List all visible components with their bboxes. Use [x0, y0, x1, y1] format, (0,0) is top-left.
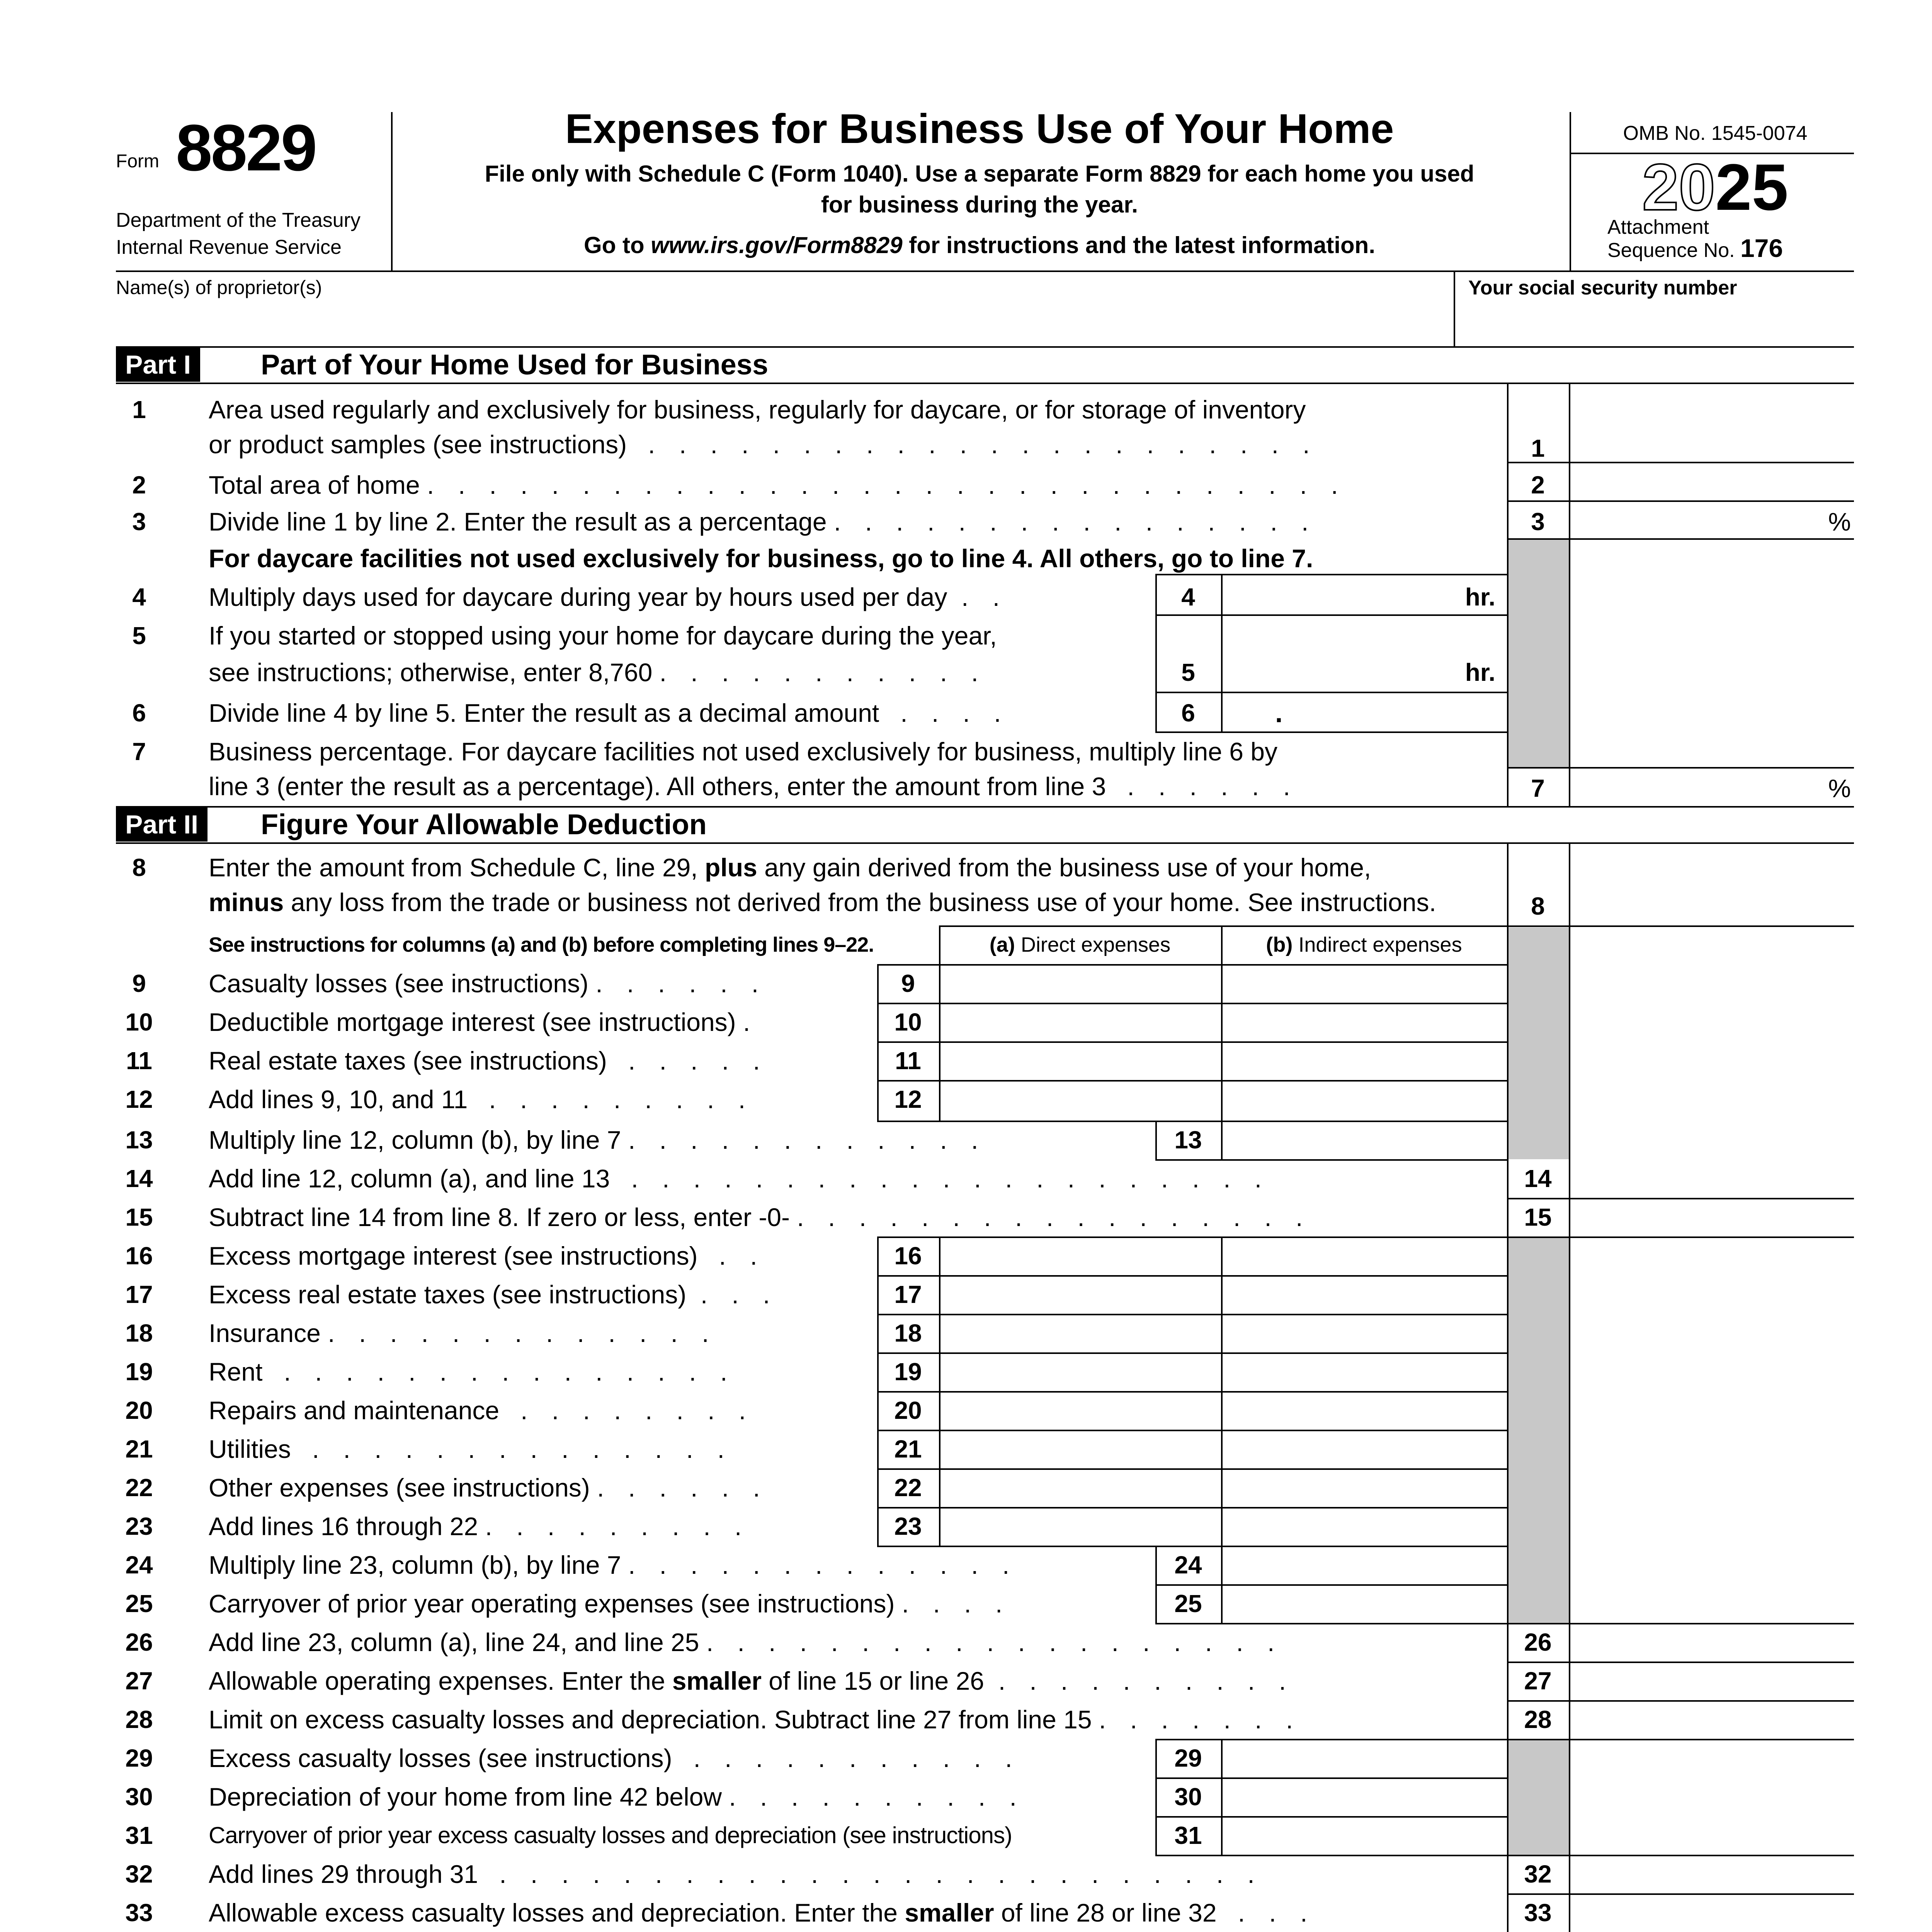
- irs-label: Internal Revenue Service: [116, 236, 342, 259]
- line-30-text: Depreciation of your home from line 42 below . . . . . . . . . .: [209, 1782, 1025, 1811]
- line-10a-field[interactable]: [943, 1005, 1217, 1039]
- line-9-text: Casualty losses (see instructions) . . . . . .: [209, 969, 767, 998]
- line-17a-field[interactable]: [943, 1277, 1217, 1312]
- line-31-text: Carryover of prior year excess casualty losses and depreciation (see instructions): [209, 1822, 1012, 1848]
- line-4-label: Multiply days used for daycare during year by hours used per day: [209, 583, 947, 611]
- goto-text: Go to: [583, 232, 651, 258]
- line-6-text: Divide line 4 by line 5. Enter the result as a decimal amount . . . .: [209, 699, 1010, 727]
- line-2-label: Total area of home: [209, 471, 420, 499]
- line-22b-field[interactable]: [1225, 1470, 1503, 1505]
- line-26-amount-field[interactable]: [1573, 1625, 1851, 1660]
- box-number: 19: [894, 1358, 922, 1386]
- line-9a-field[interactable]: [943, 966, 1217, 1001]
- line-32-text: Add lines 29 through 31 . . . . . . . . . . . . . . . . . . . . . . . . .: [209, 1860, 1263, 1888]
- proprietor-name-field[interactable]: [120, 301, 1449, 344]
- form-number: 8829: [176, 111, 316, 185]
- line-7-text-cont: line 3 (enter the result as a percentage). All others, enter the amount from line 3 . . . . . .: [209, 772, 1299, 801]
- box-number: 3: [1531, 508, 1545, 536]
- line-15-text: Subtract line 14 from line 8. If zero or less, enter -0- . . . . . . . . . . . . . . . . .: [209, 1203, 1311, 1231]
- line-1-amount-field[interactable]: [1573, 386, 1851, 460]
- line-33-smaller: smaller: [905, 1898, 994, 1927]
- box-number: 20: [894, 1396, 922, 1424]
- box-number: 13: [1174, 1126, 1202, 1154]
- form-word: Form: [116, 151, 159, 172]
- line-8-part-c: any loss from the trade or business not derived from the business use of your home. See instructions.: [284, 888, 1436, 917]
- line-29-label: Excess casualty losses (see instructions): [209, 1744, 672, 1772]
- line-15-amount-field[interactable]: [1573, 1200, 1851, 1235]
- line-27-smaller: smaller: [672, 1667, 762, 1695]
- line-number: 27: [125, 1667, 153, 1695]
- line-8-text: [209, 848, 1371, 887]
- column-b-text: Indirect expenses: [1293, 933, 1462, 956]
- line-17b-field[interactable]: [1225, 1277, 1503, 1312]
- line-8-plus: plus: [705, 853, 757, 882]
- box-number: 22: [894, 1474, 922, 1502]
- shaded-area: [1507, 539, 1569, 767]
- line-18-text: Insurance . . . . . . . . . . . . .: [209, 1319, 718, 1347]
- line-33-part-b: of line 28 or line 32: [994, 1898, 1217, 1927]
- line-2-text: Total area of home . . . . . . . . . . . . . . . . . . . . . . . . . . . . . .: [209, 471, 1347, 499]
- line-11-text: Real estate taxes (see instructions) . . . . .: [209, 1046, 769, 1075]
- box-number: 11: [895, 1047, 921, 1075]
- department-label: Department of the Treasury: [116, 209, 361, 231]
- column-a-text: Direct expenses: [1015, 933, 1171, 956]
- hours-unit: hr.: [1465, 658, 1495, 686]
- line-23b-field[interactable]: [1225, 1509, 1503, 1544]
- line-15-label: Subtract line 14 from line 8. If zero or less, enter -0-: [209, 1203, 790, 1231]
- line-20-text: Repairs and maintenance . . . . . . . .: [209, 1396, 755, 1425]
- line-9b-field[interactable]: [1225, 966, 1503, 1001]
- line-number: 20: [125, 1396, 153, 1424]
- part-1-header: [116, 348, 1854, 382]
- line-number: 4: [132, 583, 146, 611]
- line-28-amount-field[interactable]: [1573, 1702, 1851, 1737]
- line-24-field[interactable]: [1225, 1548, 1503, 1582]
- line-19-text: Rent . . . . . . . . . . . . . . .: [209, 1357, 736, 1386]
- column-a-header: [943, 927, 1217, 962]
- line-number: 11: [126, 1047, 152, 1075]
- decimal-point: .: [1275, 698, 1283, 728]
- line-11a-field[interactable]: [943, 1043, 1217, 1078]
- box-number: 10: [894, 1008, 922, 1036]
- line-1-text: Area used regularly and exclusively for business, regularly for daycare, or for storage of inventory: [209, 395, 1306, 424]
- line-18-label: Insurance: [209, 1319, 321, 1347]
- line-number: 31: [125, 1821, 153, 1849]
- box-number: 29: [1174, 1744, 1202, 1772]
- line-number: 18: [125, 1319, 153, 1347]
- instructions-link-line: [398, 232, 1561, 259]
- line-2-amount-field[interactable]: [1573, 466, 1851, 498]
- box-number: 9: [901, 969, 915, 997]
- sequence-number: 176: [1740, 234, 1783, 262]
- box-number: 1: [1531, 434, 1545, 462]
- line-19-label: Rent: [209, 1357, 263, 1386]
- line-22a-field[interactable]: [943, 1470, 1217, 1505]
- line-5-text: If you started or stopped using your home for daycare during the year,: [209, 621, 997, 650]
- box-number: 21: [894, 1435, 922, 1463]
- line-7-text: Business percentage. For daycare facilities not used exclusively for business, multiply line 6 by: [209, 737, 1278, 766]
- line-22-label: Other expenses (see instructions): [209, 1473, 590, 1502]
- line-number: 28: [125, 1706, 153, 1733]
- line-11-label: Real estate taxes (see instructions): [209, 1046, 607, 1075]
- line-8-amount-field[interactable]: [1573, 846, 1851, 922]
- line-7-percentage-field[interactable]: [1573, 769, 1824, 804]
- line-8-part-a: Enter the amount from Schedule C, line 29,: [209, 853, 705, 882]
- column-a-letter: (a): [989, 933, 1015, 956]
- line-number: 29: [125, 1744, 153, 1772]
- box-number: 8: [1531, 892, 1545, 920]
- line-23-label: Add lines 16 through 22: [209, 1512, 478, 1541]
- form-title: Expenses for Business Use of Your Home: [565, 105, 1394, 152]
- line-6-decimal-field[interactable]: [1225, 696, 1503, 730]
- line-28-label: Limit on excess casualty losses and depreciation. Subtract line 27 from line 15: [209, 1705, 1092, 1734]
- line-25-field[interactable]: [1225, 1586, 1503, 1621]
- line-number: 23: [125, 1512, 153, 1540]
- shaded-area: [1507, 927, 1569, 1159]
- shaded-area: [1507, 1236, 1569, 1623]
- box-number: 17: [894, 1281, 922, 1308]
- line-10-label: Deductible mortgage interest (see instructions): [209, 1008, 736, 1036]
- line-8-part-b: any gain derived from the business use of your home,: [757, 853, 1371, 882]
- line-25-text: Carryover of prior year operating expenses (see instructions) . . . .: [209, 1589, 1011, 1618]
- shaded-area: [1507, 1739, 1569, 1855]
- line-number: 7: [132, 738, 146, 765]
- box-number: 33: [1524, 1899, 1552, 1927]
- part-2-label: Part II: [116, 808, 207, 842]
- line-20-label: Repairs and maintenance: [209, 1396, 500, 1425]
- hours-unit: hr.: [1465, 583, 1495, 611]
- line-5-text-cont: see instructions; otherwise, enter 8,760 . . . . . . . . . . .: [209, 658, 987, 687]
- line-28-text: Limit on excess casualty losses and depreciation. Subtract line 27 from line 15 . . . . . . .: [209, 1705, 1302, 1734]
- box-number: 16: [894, 1242, 922, 1270]
- part-2-title: Figure Your Allowable Deduction: [261, 808, 707, 840]
- part-1-label: Part I: [116, 348, 200, 382]
- line-1b-text: or product samples (see instructions): [209, 430, 627, 459]
- box-number: 5: [1181, 658, 1195, 686]
- percent-sign: %: [1828, 774, 1851, 803]
- line-number: 6: [132, 699, 146, 727]
- box-number: 24: [1174, 1551, 1202, 1579]
- line-10-text: Deductible mortgage interest (see instructions) .: [209, 1008, 759, 1036]
- box-number: 18: [894, 1319, 922, 1347]
- line-27-amount-field[interactable]: [1573, 1663, 1851, 1698]
- box-number: 6: [1181, 699, 1195, 727]
- line-21-text: Utilities . . . . . . . . . . . . . .: [209, 1435, 733, 1463]
- line-24-text: Multiply line 23, column (b), by line 7 . . . . . . . . . . . . .: [209, 1551, 1018, 1579]
- line-number: 25: [125, 1590, 153, 1617]
- daycare-note: For daycare facilities not used exclusively for business, go to line 4. All others, go to line 7.: [209, 544, 1313, 573]
- box-number: 15: [1524, 1203, 1552, 1231]
- line-16-label: Excess mortgage interest (see instructions): [209, 1242, 698, 1270]
- line-4-text: Multiply days used for daycare during year by hours used per day . .: [209, 583, 1009, 611]
- line-24-label: Multiply line 23, column (b), by line 7: [209, 1551, 621, 1579]
- line-3-text: Divide line 1 by line 2. Enter the result as a percentage . . . . . . . . . . . . . . . .: [209, 507, 1317, 536]
- line-29-field[interactable]: [1225, 1741, 1503, 1776]
- sequence-label: [1607, 236, 1783, 262]
- line-number: 14: [125, 1165, 153, 1192]
- box-number: 26: [1524, 1628, 1552, 1656]
- line-17-label: Excess real estate taxes (see instructions): [209, 1280, 687, 1309]
- line-20a-field[interactable]: [943, 1393, 1217, 1428]
- line-16b-field[interactable]: [1225, 1238, 1503, 1273]
- subtitle-line-2: for business during the year.: [821, 192, 1138, 218]
- subtitle-line-1: File only with Schedule C (Form 1040). Use a separate Form 8829 for each home you used: [485, 161, 1475, 187]
- line-27-text: Allowable operating expenses. Enter the smaller of line 15 or line 26 . . . . . . . . . .: [209, 1667, 1295, 1695]
- line-30-label: Depreciation of your home from line 42 below: [209, 1782, 722, 1811]
- line-26-label: Add line 23, column (a), line 24, and line 25: [209, 1628, 699, 1656]
- line-12-text: Add lines 9, 10, and 11 . . . . . . . . .: [209, 1085, 754, 1114]
- line-29-text: Excess casualty losses (see instructions) . . . . . . . . . . .: [209, 1744, 1021, 1772]
- line-8-text-cont: [209, 883, 1436, 922]
- line-number: 33: [125, 1899, 153, 1927]
- line-18a-field[interactable]: [943, 1316, 1217, 1350]
- line-number: 10: [125, 1008, 153, 1036]
- box-number: 30: [1174, 1783, 1202, 1811]
- line-number: 13: [125, 1126, 153, 1154]
- line-13-field[interactable]: [1225, 1122, 1503, 1157]
- box-number: 12: [894, 1085, 922, 1113]
- box-number: 4: [1181, 583, 1195, 611]
- box-number: 32: [1524, 1860, 1552, 1888]
- line-10b-field[interactable]: [1225, 1005, 1503, 1039]
- line-33-part-a: Allowable excess casualty losses and depreciation. Enter the: [209, 1898, 905, 1927]
- line-number: 9: [132, 969, 146, 997]
- line-12b-field[interactable]: [1225, 1082, 1503, 1119]
- line-21b-field[interactable]: [1225, 1432, 1503, 1466]
- ssn-field[interactable]: [1457, 301, 1851, 344]
- year-bold: 25: [1715, 151, 1789, 224]
- box-number: 7: [1531, 774, 1545, 802]
- ssn-label: Your social security number: [1468, 277, 1737, 299]
- line-number: 26: [125, 1628, 153, 1656]
- proprietor-name-label: Name(s) of proprietor(s): [116, 277, 322, 298]
- line-number: 15: [125, 1203, 153, 1231]
- line-14-amount-field[interactable]: [1573, 1161, 1851, 1196]
- box-number: 25: [1174, 1590, 1202, 1617]
- line-4-hours-field[interactable]: [1225, 578, 1441, 612]
- line-13-label: Multiply line 12, column (b), by line 7: [209, 1126, 621, 1154]
- percent-sign: %: [1828, 507, 1851, 536]
- line-number: 5: [132, 622, 146, 650]
- column-b-letter: (b): [1266, 933, 1293, 956]
- line-number: 1: [132, 396, 146, 423]
- line-16-text: Excess mortgage interest (see instructions) . .: [209, 1242, 766, 1270]
- line-5-hours-field[interactable]: [1225, 618, 1441, 690]
- line-number: 8: [132, 854, 146, 881]
- line-3-percentage-field[interactable]: [1573, 502, 1824, 535]
- attachment-label: Attachment: [1607, 216, 1709, 238]
- line-17-text: Excess real estate taxes (see instructions) . . .: [209, 1280, 779, 1309]
- column-b-header: [1225, 927, 1503, 962]
- line-33-text: Allowable excess casualty losses and depreciation. Enter the smaller of line 28 or line 32 . . .: [209, 1898, 1316, 1927]
- line-21-label: Utilities: [209, 1435, 291, 1463]
- box-number: 2: [1531, 471, 1545, 499]
- omb-number: OMB No. 1545-0074: [1623, 122, 1808, 145]
- line-number: 17: [125, 1281, 153, 1308]
- line-number: 19: [125, 1358, 153, 1386]
- box-number: 27: [1524, 1667, 1552, 1695]
- line-11b-field[interactable]: [1225, 1043, 1503, 1078]
- line-31-field[interactable]: [1225, 1818, 1503, 1853]
- line-8-minus: minus: [209, 888, 284, 917]
- line-1-text-cont: or product samples (see instructions) . . . . . . . . . . . . . . . . . . . . . .: [209, 430, 1318, 459]
- line-number: 21: [125, 1435, 153, 1463]
- line-22-text: Other expenses (see instructions) . . . . . .: [209, 1473, 769, 1502]
- line-33-amount-field[interactable]: [1573, 1895, 1851, 1930]
- part-2-header: [116, 808, 1854, 842]
- line-number: 2: [132, 471, 146, 499]
- goto-text-end: for instructions and the latest information.: [902, 232, 1376, 258]
- line-19a-field[interactable]: [943, 1354, 1217, 1389]
- sequence-text: Sequence No.: [1607, 239, 1735, 262]
- part-1-title: Part of Your Home Used for Business: [261, 349, 769, 381]
- box-number: 14: [1524, 1165, 1552, 1192]
- line-number: 24: [125, 1551, 153, 1579]
- line-number: 3: [132, 508, 146, 536]
- line-number: 12: [125, 1085, 153, 1113]
- line-12a-field[interactable]: [943, 1082, 1217, 1119]
- line-number: 16: [125, 1242, 153, 1270]
- line-number: 22: [125, 1474, 153, 1502]
- line-number: 32: [125, 1860, 153, 1888]
- year-outline: 20: [1642, 151, 1715, 224]
- line-5b-label: see instructions; otherwise, enter 8,760: [209, 658, 653, 687]
- line-27-part-b: of line 15 or line 26: [761, 1667, 984, 1695]
- line-18b-field[interactable]: [1225, 1316, 1503, 1350]
- line-16a-field[interactable]: [943, 1238, 1217, 1273]
- line-19b-field[interactable]: [1225, 1354, 1503, 1389]
- line-27-part-a: Allowable operating expenses. Enter the: [209, 1667, 672, 1695]
- line-number: 30: [125, 1783, 153, 1811]
- line-12-label: Add lines 9, 10, and 11: [209, 1085, 468, 1114]
- line-30-field[interactable]: [1225, 1779, 1503, 1814]
- line-13-text: Multiply line 12, column (b), by line 7 . . . . . . . . . . . .: [209, 1126, 987, 1154]
- line-21a-field[interactable]: [943, 1432, 1217, 1466]
- line-6-label: Divide line 4 by line 5. Enter the result as a decimal amount: [209, 699, 879, 727]
- line-32-amount-field[interactable]: [1573, 1857, 1851, 1891]
- line-26-text: Add line 23, column (a), line 24, and line 25 . . . . . . . . . . . . . . . . . . .: [209, 1628, 1283, 1656]
- line-20b-field[interactable]: [1225, 1393, 1503, 1428]
- line-9-label: Casualty losses (see instructions): [209, 969, 589, 998]
- line-3-label: Divide line 1 by line 2. Enter the result as a percentage: [209, 507, 827, 536]
- column-instructions-note: See instructions for columns (a) and (b) before completing lines 9–22.: [209, 933, 874, 956]
- box-number: 31: [1174, 1821, 1202, 1849]
- box-number: 28: [1524, 1706, 1552, 1733]
- line-23a-field[interactable]: [943, 1509, 1217, 1544]
- tax-year: [1577, 151, 1854, 224]
- line-32-label: Add lines 29 through 31: [209, 1860, 478, 1888]
- line-23-text: Add lines 16 through 22 . . . . . . . . .: [209, 1512, 750, 1541]
- line-7b-label: line 3 (enter the result as a percentage). All others, enter the amount from line 3: [209, 772, 1106, 801]
- irs-url-link[interactable]: www.irs.gov/Form8829: [651, 232, 903, 258]
- line-14-text: Add line 12, column (a), and line 13 . . . . . . . . . . . . . . . . . . . . .: [209, 1164, 1270, 1193]
- line-25-label: Carryover of prior year operating expenses (see instructions): [209, 1589, 895, 1618]
- box-number: 23: [894, 1512, 922, 1540]
- line-14-label: Add line 12, column (a), and line 13: [209, 1164, 610, 1193]
